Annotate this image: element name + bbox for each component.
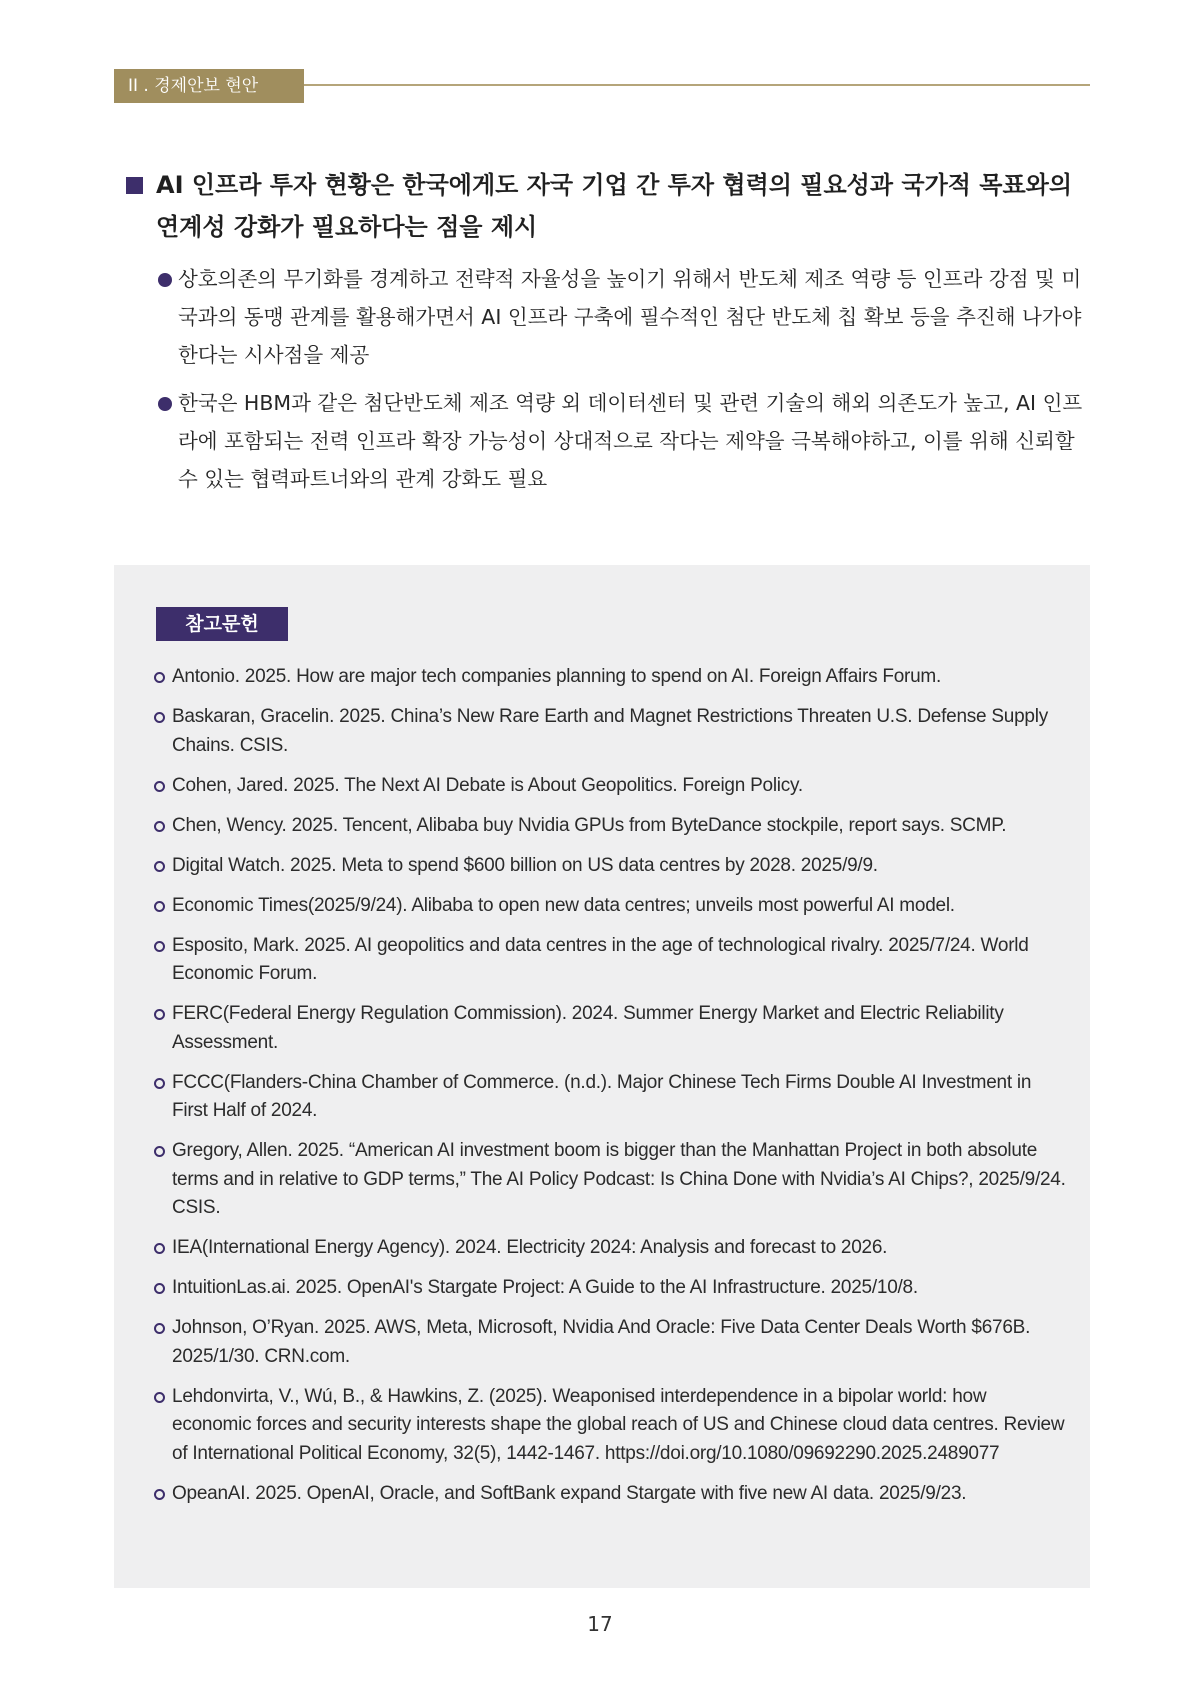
hollow-circle-bullet-icon bbox=[154, 1146, 165, 1157]
bullet-point bbox=[158, 260, 1093, 374]
bullet-text: 한국은 HBM과 같은 첨단반도체 제조 역량 외 데이터센터 및 관련 기술의 해외 의존도가 높고, AI 인프라에 포함되는 전력 인프라 확장 가능성이 상대적으로 작다는 제약을 극복해야하고, 이를 위해 신뢰할 수 있는 협력파트너와의 관계 강화도 필요 bbox=[178, 391, 1083, 491]
hollow-circle-bullet-icon bbox=[154, 781, 165, 792]
hollow-circle-bullet-icon bbox=[154, 1392, 165, 1403]
reference-item: Gregory, Allen. 2025. “American AI investment boom is bigger than the Manhattan Project in both absolute terms and in relative to GDP terms,” The AI Policy Podcast: Is China Done with Nvidia’s AI Chips?, 2025/9/24. CSIS. bbox=[154, 1137, 1066, 1223]
bullet-text: 상호의존의 무기화를 경계하고 전략적 자율성을 높이기 위해서 반도체 제조 역량 등 인프라 강점 및 미국과의 동맹 관계를 활용해가면서 AI 인프라 구축에 필수적인 첨단 반도체 칩 확보 등을 추진해 나가야한다는 시사점을 제공 bbox=[178, 267, 1082, 367]
filled-circle-bullet-icon bbox=[158, 273, 172, 287]
reference-item: IEA(International Energy Agency). 2024. Electricity 2024: Analysis and forecast to 2026. bbox=[154, 1234, 1066, 1263]
reference-item: Esposito, Mark. 2025. AI geopolitics and data centres in the age of technological rivalry. 2025/7/24. World Economic Forum. bbox=[154, 932, 1066, 989]
hollow-circle-bullet-icon bbox=[154, 1243, 165, 1254]
section-header-tag bbox=[114, 69, 304, 103]
square-bullet-icon bbox=[126, 177, 143, 194]
header-divider bbox=[304, 84, 1090, 86]
reference-item: Baskaran, Gracelin. 2025. China’s New Rare Earth and Magnet Restrictions Threaten U.S. Defense Supply Chains. CSIS. bbox=[154, 703, 1066, 760]
hollow-circle-bullet-icon bbox=[154, 712, 165, 723]
reference-item: Economic Times(2025/9/24). Alibaba to open new data centres; unveils most powerful AI model. bbox=[154, 892, 1066, 921]
filled-circle-bullet-icon bbox=[158, 397, 172, 411]
hollow-circle-bullet-icon bbox=[154, 672, 165, 683]
reference-item: FCCC(Flanders-China Chamber of Commerce. (n.d.). Major Chinese Tech Firms Double AI Investment in First Half of 2024. bbox=[154, 1069, 1066, 1126]
hollow-circle-bullet-icon bbox=[154, 901, 165, 912]
reference-item: Digital Watch. 2025. Meta to spend $600 billion on US data centres by 2028. 2025/9/9. bbox=[154, 852, 1066, 881]
reference-item: Lehdonvirta, V., Wú, B., & Hawkins, Z. (2025). Weaponised interdependence in a bipolar world: how economic forces and security interests shape the global reach of US and Chinese cloud data centres. Review of International Political Economy, 32(5), 1442-1467. https://doi.org/10.1080/09692290.2025.2489077 bbox=[154, 1383, 1066, 1469]
section-header-label: II . 경제안보 현안 bbox=[128, 76, 259, 96]
reference-item: Cohen, Jared. 2025. The Next AI Debate is About Geopolitics. Foreign Policy. bbox=[154, 772, 1066, 801]
hollow-circle-bullet-icon bbox=[154, 1009, 165, 1020]
reference-item: FERC(Federal Energy Regulation Commission). 2024. Summer Energy Market and Electric Reliability Assessment. bbox=[154, 1000, 1066, 1057]
section-heading bbox=[126, 164, 1091, 248]
reference-item: Johnson, O’Ryan. 2025. AWS, Meta, Microsoft, Nvidia And Oracle: Five Data Center Deals Worth $676B. 2025/1/30. CRN.com. bbox=[154, 1314, 1066, 1371]
hollow-circle-bullet-icon bbox=[154, 1323, 165, 1334]
hollow-circle-bullet-icon bbox=[154, 1489, 165, 1500]
section-heading-text: AI 인프라 투자 현황은 한국에게도 자국 기업 간 투자 협력의 필요성과 국가적 목표와의 연계성 강화가 필요하다는 점을 제시 bbox=[156, 171, 1073, 241]
page-number: 17 bbox=[587, 1612, 613, 1636]
reference-item: OpeanAI. 2025. OpenAI, Oracle, and SoftBank expand Stargate with five new AI data. 2025/9/23. bbox=[154, 1480, 1066, 1509]
reference-item: Chen, Wency. 2025. Tencent, Alibaba buy Nvidia GPUs from ByteDance stockpile, report says. SCMP. bbox=[154, 812, 1066, 841]
reference-item: IntuitionLas.ai. 2025. OpenAI's Stargate Project: A Guide to the AI Infrastructure. 2025/10/8. bbox=[154, 1274, 1066, 1303]
references-list bbox=[154, 663, 1066, 1520]
reference-item: Antonio. 2025. How are major tech companies planning to spend on AI. Foreign Affairs Forum. bbox=[154, 663, 1066, 692]
hollow-circle-bullet-icon bbox=[154, 1078, 165, 1089]
hollow-circle-bullet-icon bbox=[154, 821, 165, 832]
bullet-point bbox=[158, 384, 1093, 498]
hollow-circle-bullet-icon bbox=[154, 1283, 165, 1294]
references-box bbox=[114, 565, 1090, 1588]
hollow-circle-bullet-icon bbox=[154, 941, 165, 952]
references-title: 참고문헌 bbox=[156, 607, 288, 641]
hollow-circle-bullet-icon bbox=[154, 861, 165, 872]
